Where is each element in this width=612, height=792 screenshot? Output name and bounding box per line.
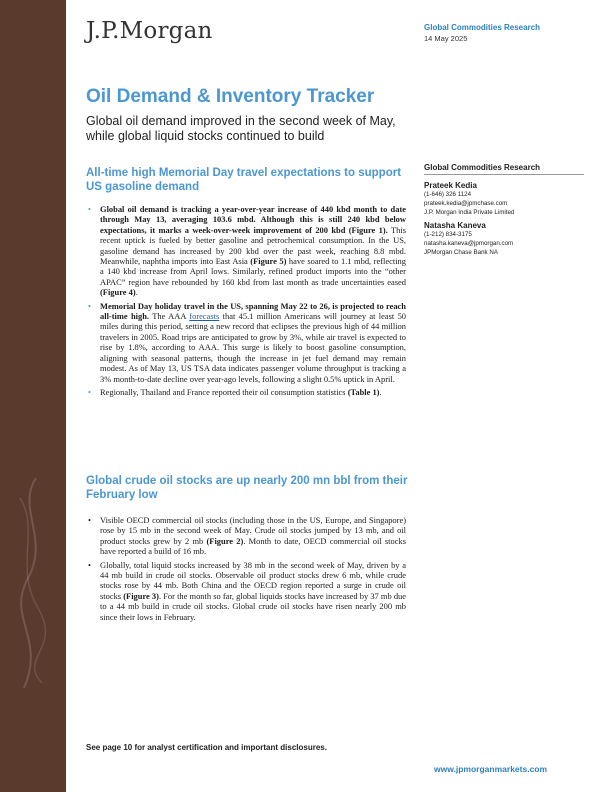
figure-ref: (Figure 3) xyxy=(123,590,159,601)
figure-ref: (Figure 4) xyxy=(100,287,136,298)
section1-body xyxy=(86,204,406,400)
list-item xyxy=(86,387,406,397)
figure-ref: (Figure 2) xyxy=(206,535,244,546)
list-item xyxy=(86,515,406,557)
page-subtitle: Global oil demand improved in the second week of May, while global liquid stocks continued to build xyxy=(86,114,396,143)
analyst-contacts xyxy=(424,163,584,257)
bullet-icon: • xyxy=(88,559,91,570)
analyst-email[interactable]: natasha.kaneva@jpmorgan.com xyxy=(424,240,514,247)
bullet-text: Visible OECD commercial oil stocks (including those in the US, Europe, and Singapore) rose by 15 mb in the second week of May. Crude oil stocks jumped by 13 mb, and oil product stocks grew by 2 mb xyxy=(100,515,406,546)
aaa-forecasts-link[interactable]: forecasts xyxy=(189,311,220,322)
bullet-text: Regionally, Thailand and France reported their oil consumption statistics xyxy=(100,386,348,397)
header-meta xyxy=(424,23,540,43)
figure-ref: (Figure 5) xyxy=(250,256,287,267)
section-heading-memorial-day: All-time high Memorial Day travel expectations to support US gasoline demand xyxy=(86,167,402,193)
footer-link[interactable]: www.jpmorganmarkets.com xyxy=(434,764,548,774)
bullet-icon: • xyxy=(88,300,91,311)
publication-date: 14 May 2025 xyxy=(424,34,468,43)
section-heading-crude-stocks: Global crude oil stocks are up nearly 200 mn bbl from their February low xyxy=(86,475,408,501)
analyst-card xyxy=(424,221,584,257)
section2-body xyxy=(86,515,406,625)
bullet-text: The AAA xyxy=(149,311,190,322)
analyst-phone: (1-646) 326 1124 xyxy=(424,191,472,198)
aside-title: Global Commodities Research xyxy=(424,163,584,175)
bullet-text: . For the month so far, global liquids stocks have increased by 37 mb due to a 44 mb build in crude oil stocks. Global crude oil stocks have risen nearly 200 mb since their lows in February. xyxy=(100,590,406,622)
page-title: Oil Demand & Inventory Tracker xyxy=(86,86,375,107)
bullet-lead: Memorial Day holiday travel in the US, spanning May 22 to 26, is projected to reach all-time high. xyxy=(100,300,406,322)
bullet-text: have soared to 1.1 mbd, reflecting a 140 kbd increase from April lows. Similarly, refined product imports into the “other APAC” region have rebounded by 160 kbd from last month as trade uncertainties eased xyxy=(100,256,406,287)
analyst-email[interactable]: prateek.kedia@jpmchase.com xyxy=(424,200,508,207)
analyst-name: Natasha Kaneva xyxy=(424,221,486,230)
bullet-lead: Global oil demand is tracking a year-over-year increase of 440 kbd month to date through May 13, averaging 103.6 mbd. Although this is still 240 kbd below expectations, it marks a week-over-week improvement of 200 kbd (Figure 1). xyxy=(100,204,406,235)
bullet-text: This recent uptick is fueled by better gasoline and petrochemical consumption. In the US, gasoline demand has increased by 200 kbd over the past week, reaching 8.8 mbd. Meanwhile, naphtha imports into East Asia xyxy=(100,224,406,267)
bullet-text: . xyxy=(379,386,382,397)
bullet-text: . Month to date, OECD commercial oil stocks have reported a build of 16 mb. xyxy=(100,535,406,557)
analyst-card xyxy=(424,181,584,217)
list-item xyxy=(86,301,406,384)
signature-watermark xyxy=(6,468,60,698)
analyst-name: Prateek Kedia xyxy=(424,181,477,190)
bullet-icon: • xyxy=(88,515,91,525)
disclosure-note: See page 10 for analyst certification and important disclosures. xyxy=(86,743,327,752)
table-ref: (Table 1) xyxy=(347,386,380,397)
department-label: Global Commodities Research xyxy=(424,23,541,32)
bullet-text: . xyxy=(135,287,138,298)
analyst-entity: JPMorgan Chase Bank NA xyxy=(424,249,498,256)
bullet-icon: • xyxy=(88,204,91,214)
list-item xyxy=(86,560,406,622)
analyst-entity: J.P. Morgan India Private Limited xyxy=(424,209,515,216)
bullet-icon: • xyxy=(88,386,91,397)
list-item xyxy=(86,204,406,298)
jpmorgan-logo: J.P.Morgan xyxy=(86,18,213,44)
analyst-phone: (1-212) 834-3175 xyxy=(424,231,472,238)
bullet-text: that 45.1 million Americans will journey at least 50 miles during this period, setting a new record that eclipses the previous high of 44 million travelers in 2005. Road trips are anticipated to grow by 3%, while air travel is expected to rise by 1.8%, according to AAA. This surge is likely to boost gasoline consumption, aligning with seasonal patterns, though the increase in jet fuel demand may remain modest. As of May 13, US TSA data indicates passenger volume throughput is tracking a 3% month-to-date decline over year-ago levels, following a slight 0.5% uptick in April. xyxy=(100,311,407,384)
brand-sidebar xyxy=(0,0,66,792)
bullet-text: Globally, total liquid stocks increased by 38 mb in the second week of May, driven by a 44 mb build in crude oil stocks. Observable oil product stocks drew 6 mb, while crude stocks rose by 44 mb. Both China and the OECD region reported a surge in crude oil stocks xyxy=(100,559,406,601)
